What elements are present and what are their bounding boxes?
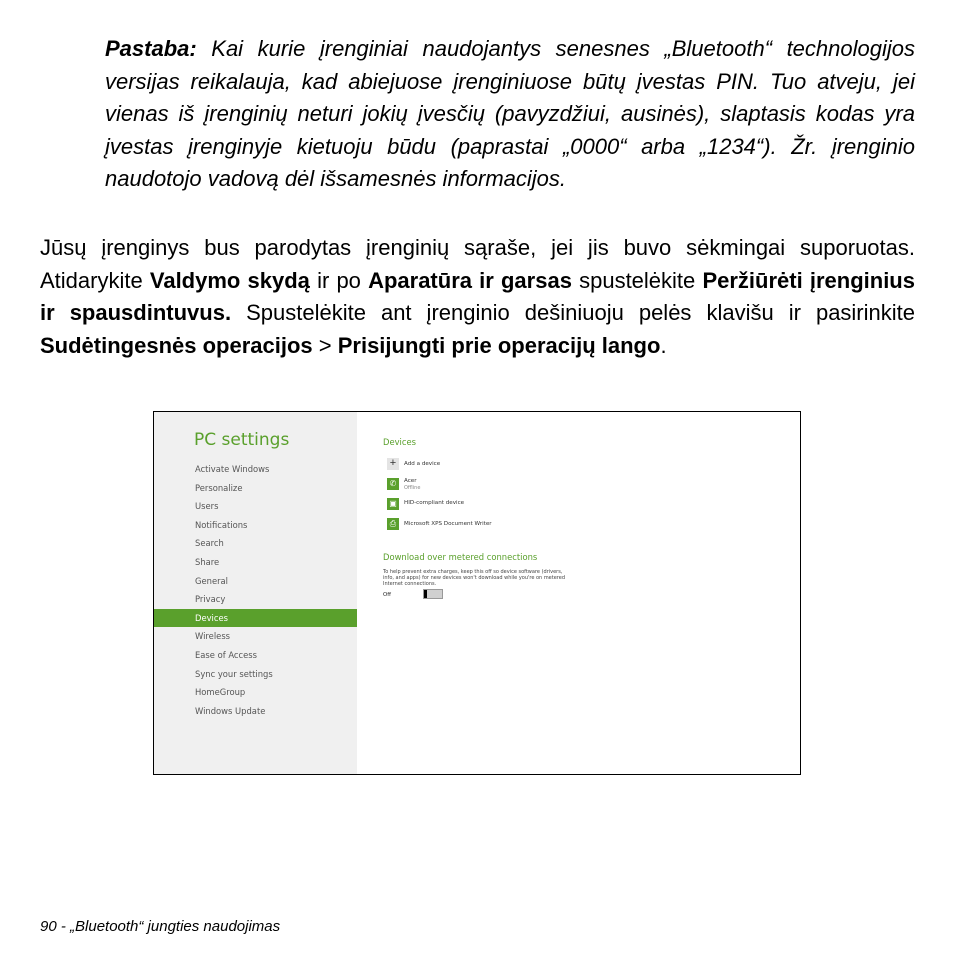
settings-menu-item[interactable]: General xyxy=(195,575,229,586)
note-text: Kai kurie įrenginiai naudojantys senesnes „Bluetooth“ technologijos versijas reikalauja, kad abiejuose įrenginiuose būtų įvestas PIN. Tuo atveju, jei vienas iš įrenginių neturi jokių įvesčių (pavyzdžiui, ausinės), slaptasis kodas yra įvestas įrenginyje kietuoju būdu (paprastai „0000“ arba „1234“). Žr. įrenginio naudotojo vadovą dėl išsamesnės informacijos. xyxy=(105,36,915,191)
para-bold-control-panel: Valdymo skydą xyxy=(149,267,310,293)
para-text-5: > xyxy=(312,332,338,358)
note-paragraph xyxy=(105,33,915,196)
para-bold-hardware-sound: Aparatūra ir garsas xyxy=(368,267,572,293)
settings-menu-item[interactable]: Search xyxy=(195,538,224,549)
para-text-6: . xyxy=(660,332,667,358)
settings-menu xyxy=(154,460,357,720)
device-icon: ▣ xyxy=(387,498,399,510)
settings-menu-item[interactable]: Share xyxy=(195,556,220,567)
settings-menu-item[interactable]: Devices xyxy=(154,609,357,628)
note-label: Pastaba: xyxy=(105,36,197,61)
para-text-2: ir po xyxy=(309,267,369,293)
pc-settings-screenshot xyxy=(153,411,801,775)
para-text-4: Spustelėkite ant įrenginio dešiniuoju pelės klavišu ir pasirinkite xyxy=(231,300,915,325)
plus-icon: + xyxy=(387,458,399,470)
settings-menu-item[interactable]: HomeGroup xyxy=(195,687,246,698)
para-bold-advanced: Sudėtingesnės operacijos xyxy=(40,332,313,358)
page-footer: 90 - „Bluetooth“ jungties naudojimas xyxy=(40,918,281,935)
body-paragraph xyxy=(40,232,915,362)
phone-icon: ✆ xyxy=(387,478,399,490)
devices-heading: Devices xyxy=(383,437,417,447)
add-device-label: Add a device xyxy=(404,461,441,467)
settings-menu-item[interactable]: Privacy xyxy=(195,594,226,605)
device-status: Offline xyxy=(404,485,421,491)
metered-toggle[interactable] xyxy=(423,589,443,599)
printer-icon: ⎙ xyxy=(387,518,399,530)
settings-menu-item[interactable]: Ease of Access xyxy=(195,649,258,660)
para-text-1: Jūsų įrenginys bus parodytas įrenginių sąraše, jei jis buvo sėkmingai suporuotas. Atidarykite xyxy=(40,235,915,293)
device-name: HID-compliant device xyxy=(404,500,465,506)
download-description: To help prevent extra charges, keep this off so device software (drivers, info, and apps) for new devices won't download while you're on metered Internet connections. xyxy=(383,569,565,588)
settings-main xyxy=(383,412,793,774)
toggle-label: Off xyxy=(383,592,391,598)
settings-menu-item[interactable]: Activate Windows xyxy=(195,464,270,474)
settings-sidebar xyxy=(154,412,357,774)
para-bold-connect-action: Prisijungti prie operacijų lango xyxy=(337,332,661,358)
settings-menu-item[interactable]: Notifications xyxy=(195,519,248,530)
settings-menu-item[interactable]: Windows Update xyxy=(195,705,266,716)
toggle-knob xyxy=(424,590,427,598)
settings-menu-item[interactable]: Personalize xyxy=(195,482,243,493)
settings-menu-item[interactable]: Sync your settings xyxy=(195,668,273,679)
para-bold-view-devices: Peržiūrėti įrenginius ir spausdintuvus. xyxy=(40,267,915,325)
device-name: Acer xyxy=(404,478,417,484)
download-heading: Download over metered connections xyxy=(383,552,538,562)
settings-menu-item[interactable]: Wireless xyxy=(195,631,231,642)
settings-title: PC settings xyxy=(194,430,290,450)
para-text-3: spustelėkite xyxy=(571,267,703,293)
device-name: Microsoft XPS Document Writer xyxy=(404,521,492,527)
settings-menu-item[interactable]: Users xyxy=(195,501,219,512)
